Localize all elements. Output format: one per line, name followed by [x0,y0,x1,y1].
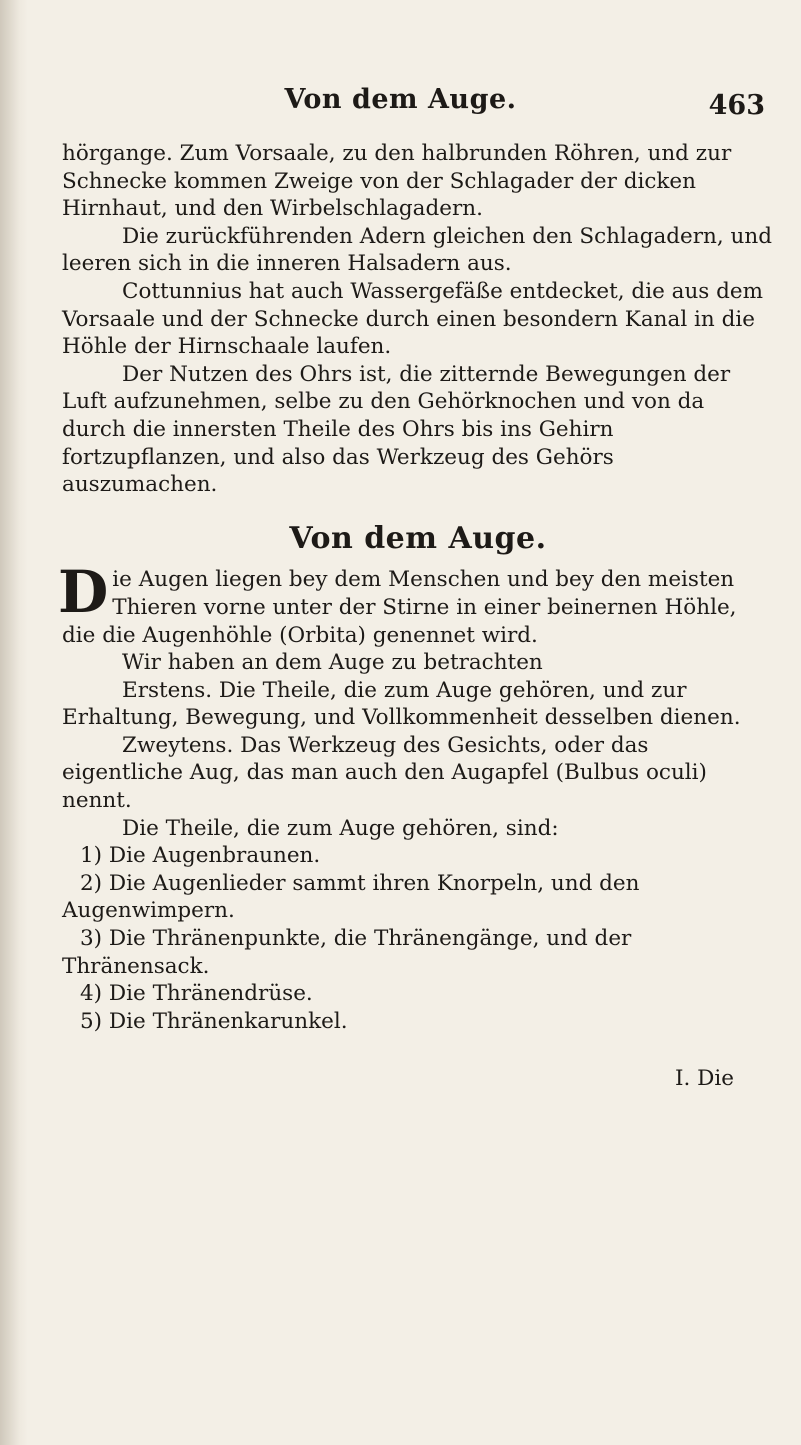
paragraph: Cottunnius hat auch Wassergefäße entdecket, die aus dem Vorsaale und der Schnecke durch einen besondern Kanal in die Höhle der Hirnschaale laufen. [62,278,764,360]
running-head: Von dem Auge. [284,84,517,115]
paragraph: Zweytens. Das Werkzeug des Gesichts, oder das eigentliche Aug, das man auch den Augapfel (Bulbus oculi) nennt. [62,732,707,814]
paragraph: Der Nutzen des Ohrs ist, die zitternde Bewegungen der Luft aufzunehmen, selbe zu den Gehörknochen und von da durch die innersten Theile des Ohrs bis ins Gehirn fortzupflanzen, und also das Werkzeug des Gehörs auszumachen. [62,361,731,498]
paragraph-dropcap [58,558,774,649]
paragraph: Die Theile, die zum Auge gehören, sind: [122,815,559,841]
list-item: 3) Die Thränenpunkte, die Thränengänge, und der Thränensack. [62,926,632,979]
paragraph-continuation: hörgange. Zum Vorsaale, zu den halbrunden Röhren, und zur Schnecke kommen Zweige von der Schlagader der dicken Hirnhaut, und den Wirbelschlagadern. [62,141,732,222]
parts-list [62,842,774,1035]
page-number: 463 [708,90,765,121]
drop-capital: D [58,558,109,627]
page-header [0,84,801,124]
paragraph: Die zurückführenden Adern gleichen den Schlagadern, und leeren sich in die inneren Halsadern aus. [62,223,773,277]
paragraph: Wir haben an dem Auge zu betrachten [122,650,543,676]
section-title: Von dem Auge. [289,520,547,556]
catchword: I. Die [675,1066,734,1092]
paragraph-text: ie Augen liegen bey dem Menschen und bey den meisten Thieren vorne unter der Stirne in einer beinernen Höhle, die die Augenhöhle (Orbita) genennet wird. [62,567,737,648]
list-item: 2) Die Augenlieder sammt ihren Knorpeln, und den Augenwimpern. [62,870,640,924]
list-item: 5) Die Thränenkarunkel. [80,1008,348,1034]
list-item: 4) Die Thränendrüse. [80,981,313,1007]
list-item: 1) Die Augenbraunen. [80,843,321,869]
paragraph: Erstens. Die Theile, die zum Auge gehören, und zur Erhaltung, Bewegung, und Vollkommenheit desselben dienen. [62,677,741,731]
page-body [58,140,774,1093]
binding-shadow [0,0,28,1445]
